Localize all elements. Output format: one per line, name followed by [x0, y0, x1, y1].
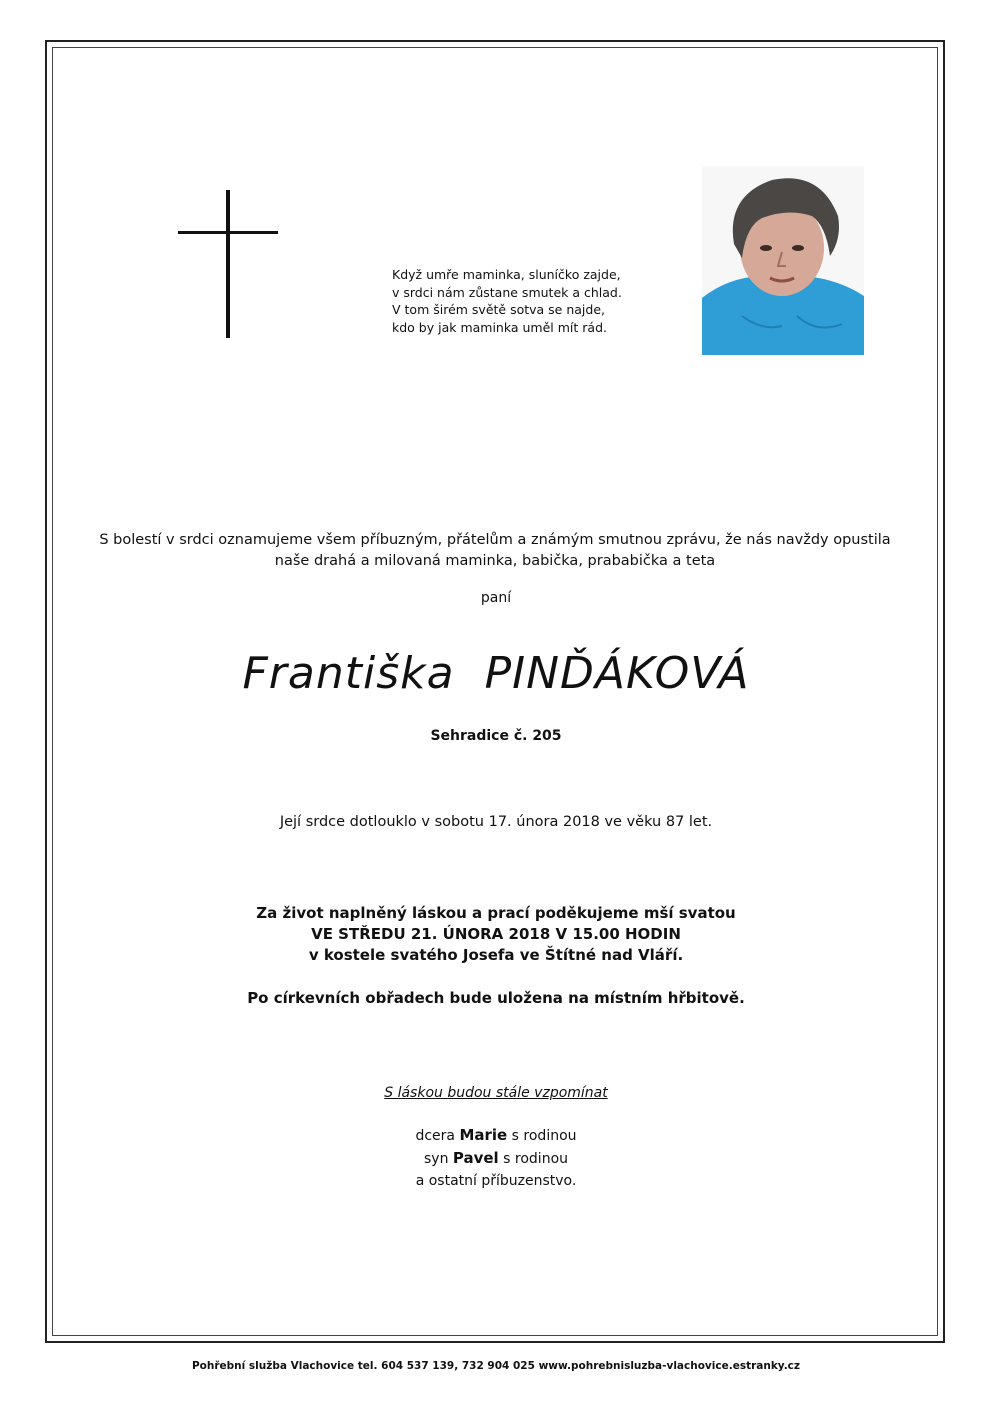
family-daughter — [0, 1124, 992, 1147]
relation-suffix: s rodinou — [503, 1151, 569, 1167]
relative-name: Marie — [459, 1126, 508, 1144]
portrait-photo — [702, 166, 864, 355]
footer-contact: Pohřební služba Vlachovice tel. 604 537 139, 732 904 025 www.pohrebnisluzba-vlachovice.estranky.cz — [191, 1360, 801, 1372]
poem-line: v srdci nám zůstane smutek a chlad. — [392, 284, 622, 300]
poem-line: Když umře maminka, sluníčko zajde, — [392, 267, 621, 282]
burial-info: Po církevních obřadech bude uložena na místním hřbitově. — [247, 989, 745, 1007]
ceremony-location: v kostele svatého Josefa ve Štítné nad Vláří. — [308, 946, 684, 964]
ceremony-info — [0, 903, 992, 966]
first-name: Františka — [242, 648, 455, 699]
deceased-address: Sehradice č. 205 — [430, 728, 562, 744]
poem — [392, 266, 692, 336]
deceased-name — [0, 648, 992, 699]
ceremony-date: VE STŘEDU 21. ÚNORA 2018 V 15.00 HODIN — [311, 925, 681, 943]
death-notice: Její srdce dotlouklo v sobotu 17. února 2018 ve věku 87 let. — [279, 814, 713, 830]
family-others: a ostatní příbuzenstvo. — [415, 1173, 577, 1189]
announcement-line: naše drahá a milovaná maminka, babička, prababička a teta — [274, 553, 716, 569]
announcement — [80, 530, 910, 572]
family-son — [0, 1147, 992, 1170]
ceremony-line: Za život naplněný láskou a prací poděkujeme mší svatou — [256, 904, 736, 922]
relation-label: dcera — [415, 1128, 455, 1144]
poem-line: kdo by jak maminka uměl mít rád. — [392, 319, 607, 335]
poem-line: V tom širém světě sotva se najde, — [392, 302, 606, 317]
relation-label: syn — [423, 1151, 449, 1167]
remembrance-heading: S láskou budou stále vzpomínat — [384, 1085, 608, 1101]
last-name: PINĎÁKOVÁ — [484, 648, 750, 699]
relation-suffix: s rodinou — [511, 1128, 577, 1144]
family-list — [0, 1124, 992, 1192]
cross-icon — [178, 190, 278, 340]
relative-name: Pavel — [452, 1149, 499, 1167]
honorific: paní — [480, 590, 512, 606]
announcement-line: S bolestí v srdci oznamujeme všem příbuzným, přátelům a známým smutnou zprávu, že nás navždy opustila — [99, 532, 891, 548]
